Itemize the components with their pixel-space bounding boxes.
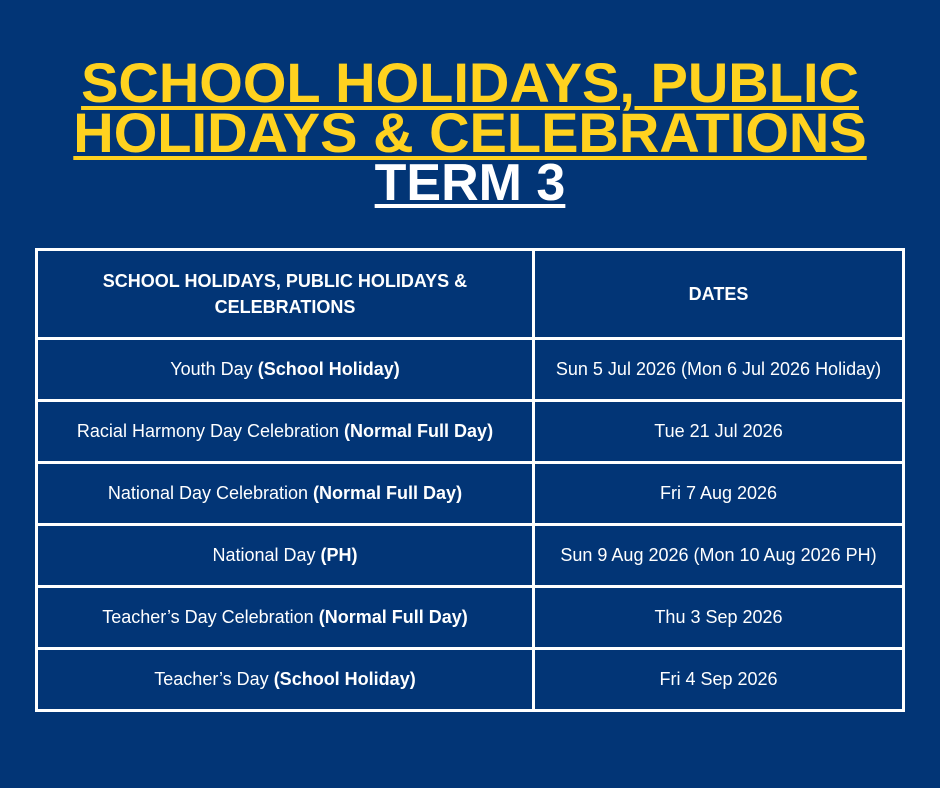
page-title xyxy=(0,51,940,212)
event-note: (School Holiday) xyxy=(257,359,400,379)
date-cell: Sun 5 Jul 2026 (Mon 6 Jul 2026 Holiday) xyxy=(534,339,904,401)
event-cell xyxy=(37,339,534,401)
event-name: Teacher’s Day Celebration xyxy=(102,607,314,627)
event-note: (PH) xyxy=(320,545,358,565)
event-name: National Day xyxy=(212,545,316,565)
event-cell xyxy=(37,649,534,711)
date-cell: Fri 4 Sep 2026 xyxy=(534,649,904,711)
event-cell xyxy=(37,463,534,525)
title-term: TERM 3 xyxy=(374,154,566,212)
date-cell: Sun 9 Aug 2026 (Mon 10 Aug 2026 PH) xyxy=(534,525,904,587)
table-row xyxy=(37,649,904,711)
header-dates: DATES xyxy=(534,250,904,339)
table-row xyxy=(37,339,904,401)
event-name: Teacher’s Day xyxy=(154,669,269,689)
event-cell xyxy=(37,401,534,463)
table-row xyxy=(37,463,904,525)
event-name: National Day Celebration xyxy=(107,483,309,503)
title-line-2: HOLIDAYS & CELEBRATIONS xyxy=(73,101,867,164)
event-note: (Normal Full Day) xyxy=(313,483,463,503)
event-note: (Normal Full Day) xyxy=(318,607,468,627)
event-cell xyxy=(37,525,534,587)
table-header-row xyxy=(37,250,904,339)
event-name: Racial Harmony Day Celebration xyxy=(76,421,340,441)
table-row xyxy=(37,587,904,649)
table-row xyxy=(37,525,904,587)
date-cell: Thu 3 Sep 2026 xyxy=(534,587,904,649)
title-line-1: SCHOOL HOLIDAYS, PUBLIC xyxy=(81,51,859,114)
date-cell: Fri 7 Aug 2026 xyxy=(534,463,904,525)
event-cell xyxy=(37,587,534,649)
header-events: SCHOOL HOLIDAYS, PUBLIC HOLIDAYS & CELEBRATIONS xyxy=(37,250,534,339)
event-note: (School Holiday) xyxy=(273,669,416,689)
event-note: (Normal Full Day) xyxy=(344,421,494,441)
date-cell: Tue 21 Jul 2026 xyxy=(534,401,904,463)
holidays-table xyxy=(35,248,905,712)
event-name: Youth Day xyxy=(170,359,253,379)
table-row xyxy=(37,401,904,463)
